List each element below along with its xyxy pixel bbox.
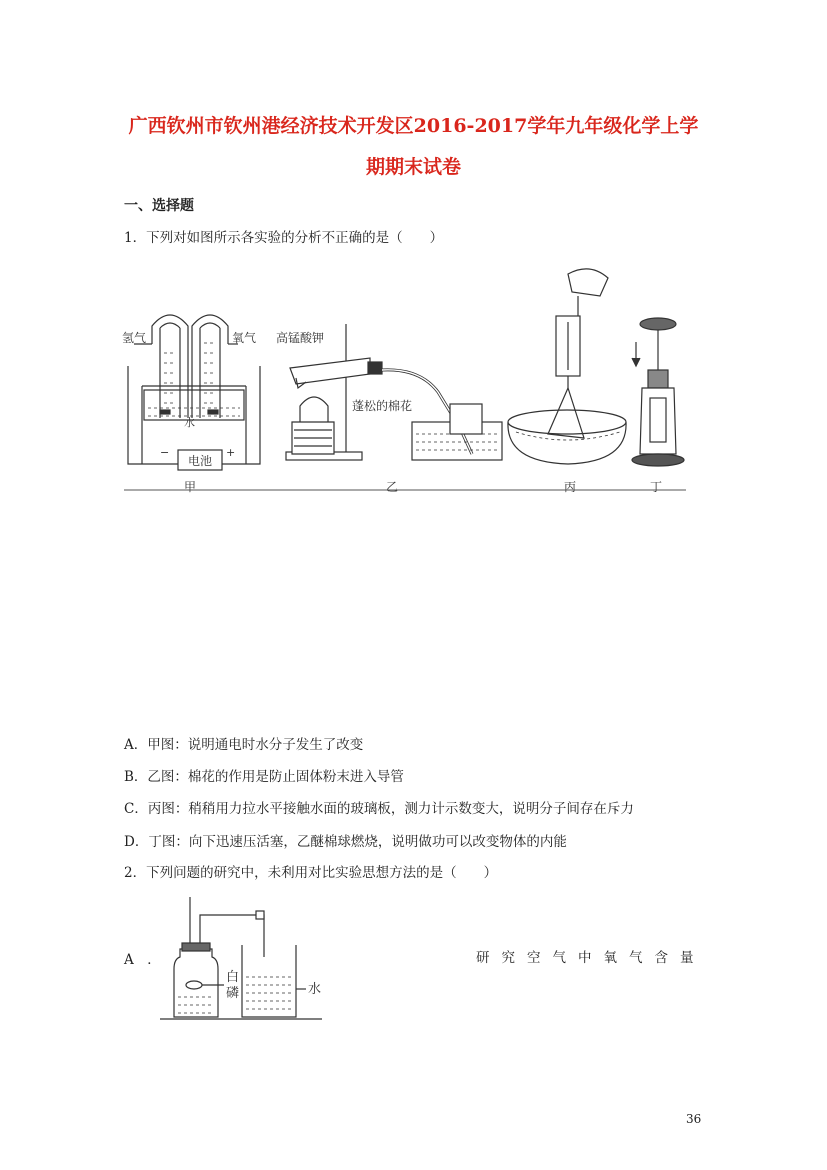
question-1-option-a: A．甲图：说明通电时水分子发生了改变	[124, 737, 364, 753]
question-1-option-c: C．丙图：稍稍用力拉水平接触水面的玻璃板，测力计示数变大，说明分子间存在斥力	[124, 801, 634, 817]
label-jia: 甲	[184, 480, 197, 494]
question-2-stem: 2．下列问题的研究中，未利用对比实验思想方法的是（ ）	[124, 865, 498, 881]
label-minus: −	[160, 446, 170, 459]
label-water: 水	[184, 416, 195, 429]
question-1-option-d: D．丁图：向下迅速压活塞，乙醚棉球燃烧，说明做功可以改变物体的内能	[124, 834, 567, 850]
label-white-phosphorus-1: 白	[226, 970, 240, 985]
label-cotton: 蓬松的棉花	[352, 399, 413, 413]
question-1-figure	[120, 258, 690, 498]
question-1-stem: 1．下列对如图所示各实验的分析不正确的是（ ）	[124, 230, 444, 246]
label-oxygen: 氧气	[232, 331, 257, 345]
label-kmno4: 高锰酸钾	[276, 331, 325, 345]
label-ding: 丁	[650, 480, 663, 494]
document-title-line2: 期期末试卷	[365, 156, 461, 178]
label-hydrogen: 氢气	[122, 331, 147, 345]
document-title-line1: 广西钦州市钦州港经济技术开发区2016-2017学年九年级化学上学	[128, 115, 699, 137]
section-heading: 一、选择题	[124, 198, 194, 214]
label-battery: 电池	[188, 454, 213, 468]
label-plus: +	[226, 446, 236, 459]
label-bing: 丙	[564, 480, 577, 494]
label-yi: 乙	[386, 480, 399, 494]
question-1-option-b: B．乙图：棉花的作用是防止固体粉末进入导管	[124, 769, 404, 785]
question-2-figure	[160, 893, 328, 1023]
question-2-option-a-label: A ．	[124, 952, 161, 968]
question-2-option-a-text: 研究空气中氧气含量	[476, 950, 706, 966]
label-white-phosphorus-2: 磷	[226, 986, 240, 1001]
page-number: 36	[686, 1112, 702, 1126]
label-water-2: 水	[308, 982, 322, 997]
